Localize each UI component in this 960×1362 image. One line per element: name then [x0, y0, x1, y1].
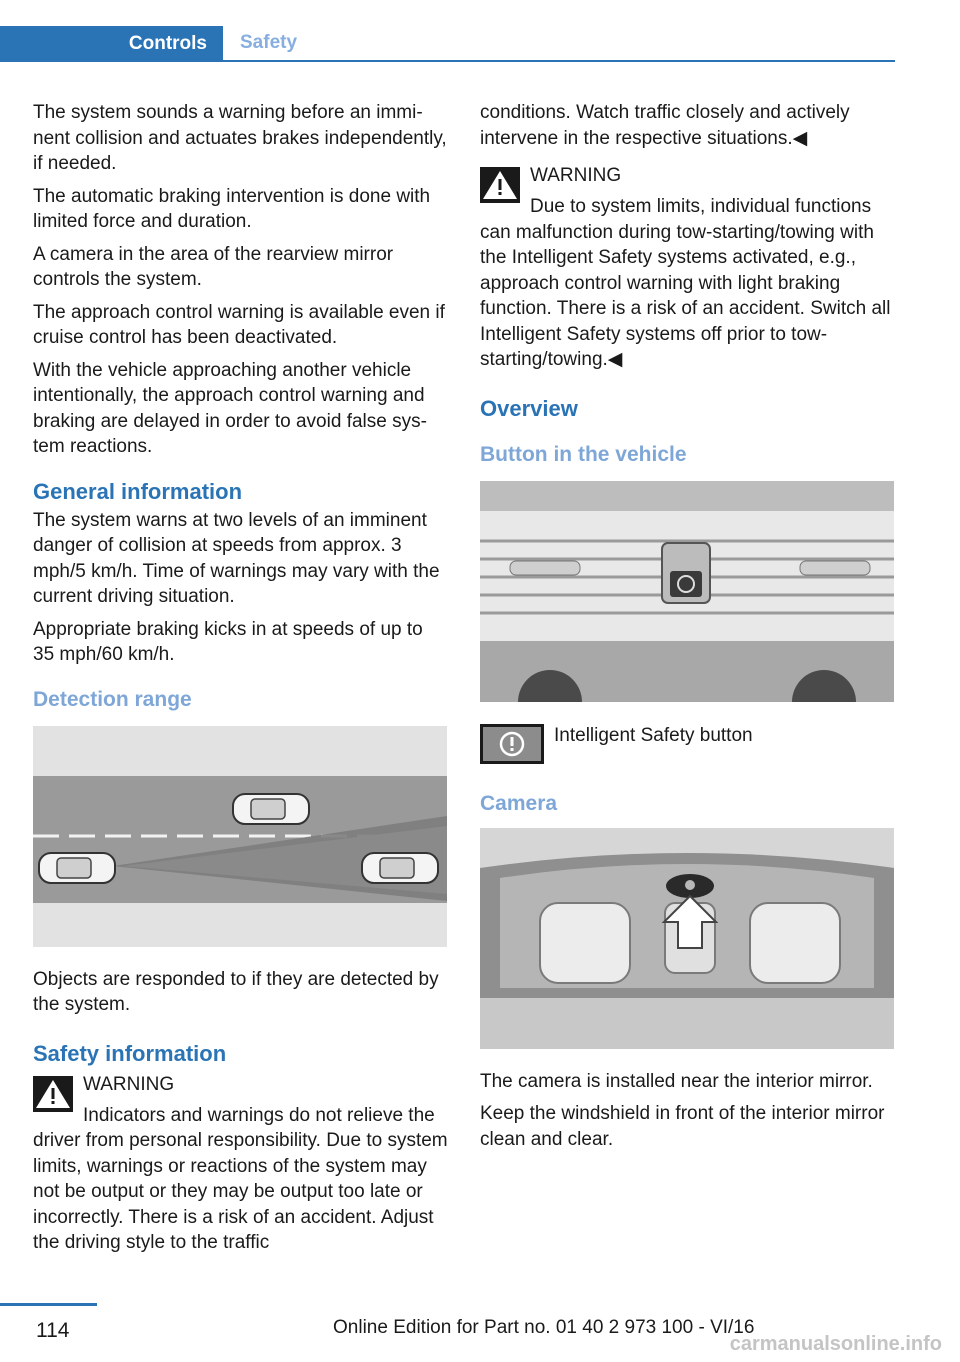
intro-paragraph-2: The automatic braking intervention is done with limited force and duration.: [33, 185, 431, 232]
footer-rule: [0, 1303, 97, 1306]
dashboard-vents-illustration: [480, 481, 894, 702]
page-number: 114: [36, 1319, 70, 1342]
warning-text-1: Indicators and warnings do not relieve the driver from personal responsibility. Due to system limits, warnings or reactions of the system may not be output or they may be output too late or incorrectly. There is a risk of an accident. Adjust the driving style to the traffic: [33, 1104, 448, 1253]
intelligent-safety-legend: [480, 722, 896, 770]
warning-triangle-icon: [33, 1076, 73, 1112]
edition-text: Online Edition for Part no. 01 40 2 973 100 - VI/16: [333, 1317, 755, 1338]
intro-paragraph-1: The system sounds a warning before an imminent collision and actuates brakes independently, if needed.: [33, 102, 447, 174]
general-information-heading: General information: [33, 478, 243, 504]
warning-text-2: Due to system limits, individual functions can malfunction during tow-starting/towing with the Intelligent Safety systems activated, e.g., approach control warning with light braking function. There is a risk of an accident. Switch all Intelligent Safety systems off prior to tow-starting/towing.◀: [480, 196, 891, 370]
button-photo: [480, 481, 894, 702]
car-left-icon: [39, 853, 115, 883]
camera-photo: [480, 828, 894, 1049]
right-column: [480, 100, 896, 1159]
left-column: [33, 100, 449, 1266]
header-tabs: [0, 26, 895, 62]
detection-caption: Objects are responded to if they are detected by the system.: [33, 968, 439, 1015]
warning-title-1: WARNING: [83, 1073, 175, 1095]
windshield-camera-illustration: [480, 828, 894, 1049]
intelligent-safety-button-icon: [480, 724, 544, 764]
watermark: carmanualsonline.info: [729, 1333, 942, 1355]
button-in-vehicle-heading: Button in the vehicle: [480, 442, 687, 466]
continued-paragraph: conditions. Watch traffic closely and actively intervene in the respective situations.◀: [480, 102, 850, 149]
camera-paragraph-1: The camera is installed near the interior mirror.: [480, 1070, 873, 1092]
header-rule: [0, 60, 895, 62]
tab-controls[interactable]: Controls: [0, 26, 223, 62]
detection-range-figure: [33, 726, 447, 947]
detection-range-illustration: [33, 726, 447, 947]
warning-block-2: [480, 163, 896, 373]
detection-range-heading: Detection range: [33, 687, 192, 711]
warning-block-1: [33, 1072, 449, 1256]
warning-triangle-icon: [480, 167, 520, 203]
intro-paragraph-4: The approach control warning is available even if cruise control has been deactivated.: [33, 301, 445, 348]
intelligent-safety-label: Intelligent Safety button: [554, 724, 753, 746]
safety-information-heading: Safety information: [33, 1040, 227, 1066]
intro-paragraph-3: A camera in the area of the rearview mirror controls the system.: [33, 243, 394, 290]
general-paragraph-2: Appropriate braking kicks in at speeds of up to 35 mph/60 km/h.: [33, 618, 423, 665]
intro-paragraph-5: With the vehicle approaching another vehicle intentionally, the approach control warning and braking are delayed in order to avoid false system reactions.: [33, 359, 427, 457]
overview-heading: Overview: [480, 395, 578, 421]
tab-safety[interactable]: Safety: [240, 32, 298, 53]
camera-paragraph-2: Keep the windshield in front of the interior mirror clean and clear.: [480, 1103, 885, 1150]
general-paragraph-1: The system warns at two levels of an imminent danger of collision at speeds from approx. 3 mph/5 km/h. Time of warnings may vary with the current driving situation.: [33, 509, 440, 607]
camera-heading: Camera: [480, 791, 558, 815]
car-right-icon: [362, 853, 438, 883]
car-top-icon: [233, 794, 309, 824]
warning-title-2: WARNING: [530, 165, 622, 186]
